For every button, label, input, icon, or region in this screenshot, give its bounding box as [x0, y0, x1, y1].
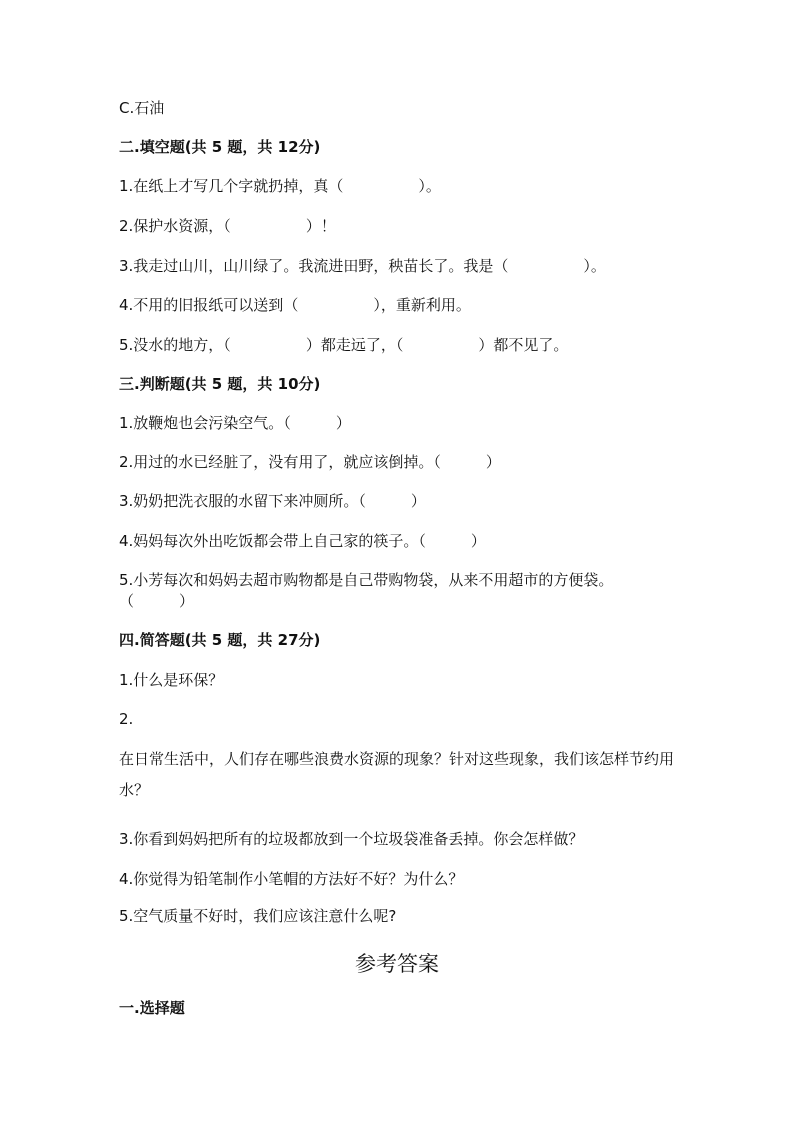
section4-heading: 四.简答题(共 5 题，共 27分)	[119, 631, 321, 649]
fill-question-3: 3.我走过山川，山川绿了。我流进田野，秧苗长了。我是（ ）。	[119, 257, 606, 275]
short-question-2-text: 在日常生活中，人们存在哪些浪费水资源的现象？针对这些现象，我们该怎样节约用水？	[119, 750, 675, 799]
judge-question-2: 2.用过的水已经脏了，没有用了，就应该倒掉。（ ）	[119, 453, 501, 471]
fill-question-2: 2.保护水资源，（ ）！	[119, 217, 336, 235]
section3-heading: 三.判断题(共 5 题，共 10分)	[119, 375, 321, 393]
fill-question-1: 1.在纸上才写几个字就扔掉，真（ ）。	[119, 177, 441, 195]
short-question-4: 4.你觉得为铅笔制作小笔帽的方法好不好？为什么？	[119, 870, 464, 888]
answers-title: 参考答案	[355, 952, 439, 976]
short-question-2-number: 2.	[119, 710, 134, 728]
short-question-5: 5.空气质量不好时，我们应该注意什么呢?	[119, 907, 397, 925]
short-question-1: 1.什么是环保？	[119, 671, 224, 689]
option-c: C.石油	[119, 99, 165, 117]
fill-question-4: 4.不用的旧报纸可以送到（ ），重新利用。	[119, 296, 471, 314]
fill-question-5: 5.没水的地方，（ ）都走远了，（ ）都不见了。	[119, 336, 569, 354]
judge-question-3: 3.奶奶把洗衣服的水留下来冲厕所。（ ）	[119, 492, 426, 510]
short-question-3: 3.你看到妈妈把所有的垃圾都放到一个垃圾袋准备丢掉。你会怎样做？	[119, 830, 584, 848]
answers-section1-heading: 一.选择题	[119, 999, 185, 1017]
section2-heading: 二.填空题(共 5 题，共 12分)	[119, 138, 321, 156]
judge-question-5-line2: （ ）	[119, 592, 195, 610]
judge-question-1: 1.放鞭炮也会污染空气。（ ）	[119, 414, 351, 432]
judge-question-4: 4.妈妈每次外出吃饭都会带上自己家的筷子。（ ）	[119, 532, 486, 550]
judge-question-5-line1: 5.小芳每次和妈妈去超市购物都是自己带购物袋，从来不用超市的方便袋。	[119, 571, 614, 589]
